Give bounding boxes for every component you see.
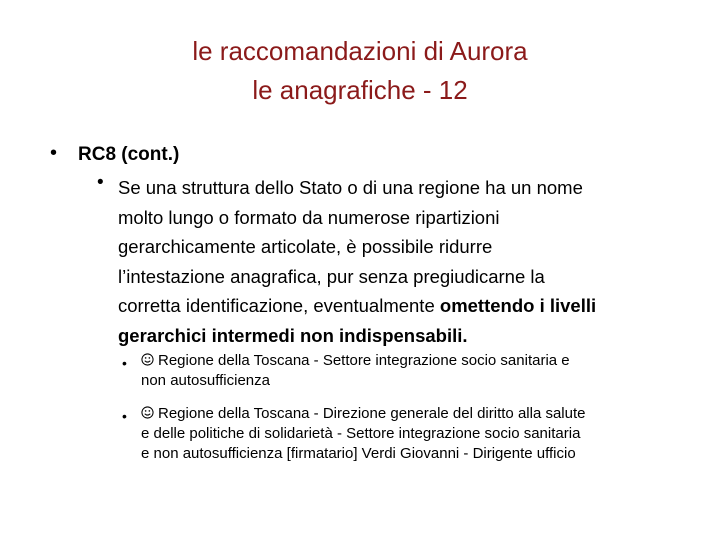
example-text: Regione della Toscana - Settore integrazione socio sanitaria e — [158, 352, 570, 369]
paragraph-line: Se una struttura dello Stato o di una regione ha un nome — [118, 177, 583, 198]
bullet-text-level-2 — [118, 173, 698, 350]
bullet-text-level-1: RC8 (cont.) — [78, 144, 180, 165]
example-line: e delle politiche di solidarietà - Settore integrazione socio sanitaria — [141, 425, 581, 442]
example-line: non autosufficienza — [141, 372, 270, 389]
emphasis-text: omettendo i livelli — [439, 295, 597, 316]
example-line — [141, 351, 696, 371]
bullet-level-1: • — [50, 142, 58, 164]
example-item — [141, 351, 696, 391]
paragraph-line: l’intestazione anagrafica, pur senza pregiudicarne la — [118, 265, 545, 287]
example-line: e non autosufficienza [firmatario] Verdi Giovanni - Dirigente ufficio — [141, 445, 576, 462]
smiley-icon — [141, 353, 154, 366]
example-text: Regione della Toscana - Direzione generale del diritto alla salute — [158, 405, 586, 422]
paragraph-line: molto lungo o formato da numerose ripartizioni — [118, 206, 500, 228]
bullet-level-3: • — [122, 355, 127, 371]
paragraph-line — [118, 291, 698, 321]
paragraph-line — [118, 321, 698, 351]
title-line-1: le raccomandazioni di Aurora — [192, 36, 528, 66]
slide-title — [0, 32, 720, 110]
title-line-2: le anagrafiche - 12 — [252, 75, 468, 105]
plain-text: corretta identificazione, eventualmente — [118, 295, 440, 316]
paragraph-line: gerarchicamente articolate, è possibile ridurre — [118, 236, 493, 257]
example-line — [141, 404, 696, 424]
example-item — [141, 404, 696, 464]
bullet-level-3: • — [122, 408, 127, 424]
emphasis-text: gerarchici intermedi non indispensabili. — [118, 324, 468, 346]
smiley-icon — [141, 406, 154, 419]
bullet-level-2: • — [97, 172, 104, 193]
